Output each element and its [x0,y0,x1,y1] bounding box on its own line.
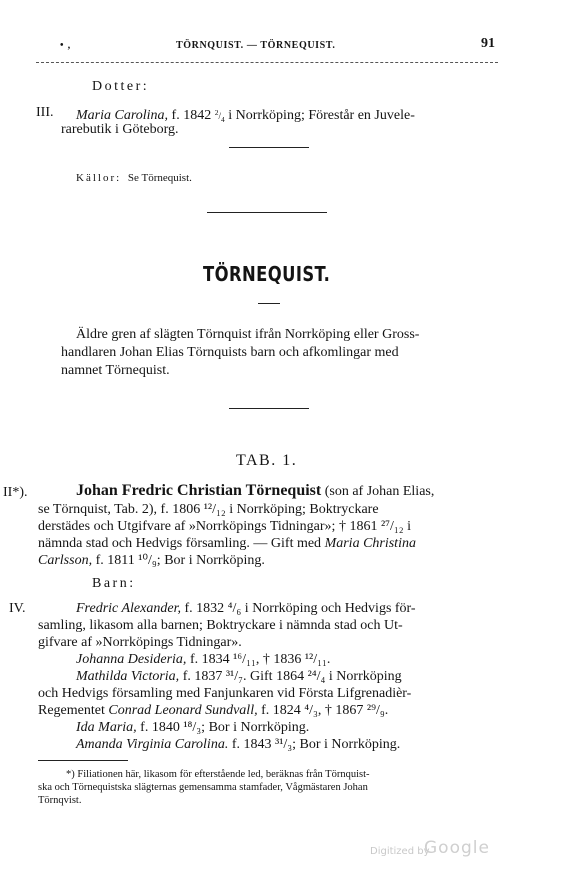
dotter-rule [229,147,309,148]
child-5-line [76,736,400,753]
section-title: TÖRNEQUIST. [203,262,331,286]
footnote-line-1: *) Filiationen här, likasom för efterstående led, beräknas från Törnquist- [66,769,370,780]
main-entry-line-4 [38,535,416,552]
child-4-text: f. 1840 ¹⁸/₃; Bor i Norrköping. [140,720,310,735]
child-3-line-2: och Hedvigs församling med Fanjunkaren vid Första Lifgrenadièr- [38,686,412,701]
main-entry-spouse-surname: Carlsson, [38,553,93,568]
child-3-spouse-dates: f. 1824 ⁴/₃, † 1867 ²⁹/₉. [261,703,389,718]
dotter-heading: Dotter: [92,79,150,94]
title-rule [258,303,280,304]
main-entry-spouse-birth: f. 1811 ¹⁰/₉; Bor i Norrköping. [95,553,265,568]
intro-rule [229,408,309,409]
child-1-text: f. 1832 ⁴/₆ i Norrköping och Hedvigs för- [184,601,416,616]
child-1-line-3: gifvare af »Norrköpings Tidningar». [38,635,242,650]
child-1-line-1 [76,600,416,617]
footnote-rule [38,760,128,761]
header-rule [36,62,498,63]
dotter-name: Maria Carolina, [76,108,169,123]
barn-number: IV. [9,601,26,616]
sources-text: Se Törnequist. [127,172,192,184]
child-5-text: f. 1843 ³¹/₃; Bor i Norrköping. [231,737,401,752]
main-entry-line-5 [38,552,265,569]
main-entry-line-1 [76,482,434,500]
child-1-line-2: samling, likasom alla barnen; Boktryckare i nämnda stad och Ut- [38,618,403,633]
main-entry-spouse: Maria Christina [324,536,416,551]
child-3-line-3 [38,702,388,719]
main-entry-name: Johan Fredric Christian Törnequist [76,482,322,499]
footnote-line-2: ska och Törnequistska slägternas gemensamma stamfader, Vågmästaren Johan [38,782,368,793]
child-3-regiment: Regementet [38,703,105,718]
barn-heading: Barn: [92,576,136,591]
sources-line [76,172,192,184]
footnote-line-3: Törnqvist. [38,795,82,806]
google-watermark-logo: Google [424,838,490,858]
page-number: 91 [481,36,495,51]
main-entry-parentage: (son af Johan Elias, [324,484,435,499]
child-4-name: Ida Maria, [76,720,137,735]
child-3-line-1 [76,668,402,685]
running-title: TÖRNQUIST. — TÖRNEQUIST. [176,40,336,51]
child-3-text: f. 1837 ³¹/₇. Gift 1864 ²⁴/₄ i Norrköping [182,669,402,684]
header-marks: • ‚ [60,40,72,51]
section-divider-rule [207,212,327,213]
dotter-entry-line-2: rarebutik i Göteborg. [61,122,179,137]
child-5-name: Amanda Virginia Carolina. [76,737,229,752]
child-4-line [76,719,309,736]
child-2-name: Johanna Desideria, [76,652,187,667]
dotter-occupation: i Norrköping; Förestår en Juvele- [228,108,415,123]
dotter-date-fraction: $^2/_4$ [214,108,225,124]
digitized-watermark: Digitized by [370,846,430,857]
child-1-name: Fredric Alexander, [76,601,181,616]
dotter-number: III. [36,105,54,120]
child-3-name: Mathilda Victoria, [76,669,180,684]
child-3-spouse: Conrad Leonard Sundvall, [108,703,258,718]
tab-heading: TAB. 1. [236,452,298,469]
intro-line-3: namnet Törnequist. [61,363,170,378]
sources-label: Källor: [76,172,122,184]
intro-line-2: handlaren Johan Elias Törnquists barn och afkomlingar med [61,345,399,360]
intro-line-1: Äldre gren af slägten Törnquist ifrån Norrköping eller Gross- [76,327,420,342]
main-entry-line-3: derstädes och Utgifvare af »Norrköpings Tidningar»; † 1861 ²⁷/₁₂ i [38,519,412,534]
child-2-text: f. 1834 ¹⁶/₁₁, † 1836 ¹²/₁₁. [189,652,331,667]
dotter-birth: f. 1842 [171,108,212,123]
main-entry-line-2: se Törnquist, Tab. 2), f. 1806 ¹²/₁₂ i Norrköping; Boktryckare [38,502,379,517]
main-entry-number: II*). [3,485,28,500]
main-entry-marriage: nämnda stad och Hedvigs församling. — Gift med [38,536,322,551]
child-2-line [76,651,330,668]
